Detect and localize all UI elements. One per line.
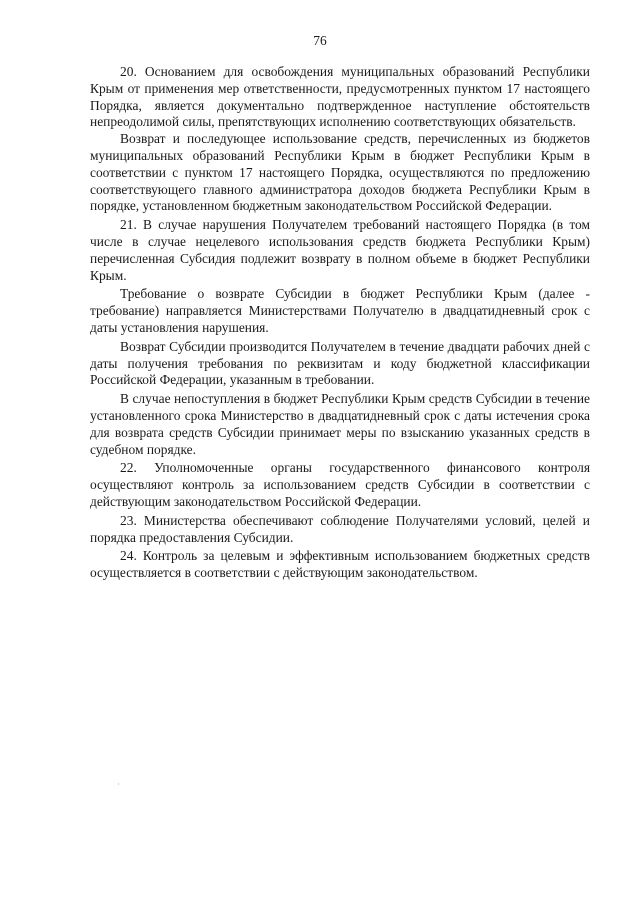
paragraph-23: 23. Министерства обеспечивают соблюдение Получателями условий, целей и порядка предоставления Субсидии. — [90, 512, 590, 545]
document-body — [90, 64, 590, 582]
paragraph-21: 21. В случае нарушения Получателем требований настоящего Порядка (в том числе в случае нецелевого использования средств бюджета Республики Крым) перечисленная Субсидия подлежит возврату в полном объеме в бюджет Республики Крым. — [90, 217, 590, 283]
scan-artifact — [118, 783, 119, 785]
paragraph-21-refund: Возврат Субсидии производится Получателем в течение двадцати рабочих дней с даты получения требования по реквизитам и коду бюджетной классификации Российской Федерации, указанным в требовании. — [90, 338, 590, 388]
paragraph-24: 24. Контроль за целевым и эффективным использованием бюджетных средств осуществляется в соответствии с действующим законодательством. — [90, 548, 590, 581]
page-number: 76 — [313, 33, 327, 48]
paragraph-21-nonreceipt: В случае непоступления в бюджет Республики Крым средств Субсидии в течение установленного срока Министерство в двадцатидневный срок с даты истечения срока для возврата средств Субсидии принимает меры по взысканию указанных средств в судебном порядке. — [90, 391, 590, 457]
paragraph-20-return: Возврат и последующее использование средств, перечисленных из бюджетов муниципальных образований Республики Крым в бюджет Республики Крым в соответствии с пунктом 17 настоящего Порядка, осуществляются по предложению соответствующего главного администратора доходов бюджета Республики Крым в порядке, установленном бюджетным законодательством Российской Федерации. — [90, 131, 590, 214]
paragraph-21-requirement: Требование о возврате Субсидии в бюджет Республики Крым (далее - требование) направляется Министерствами Получателю в двадцатидневный срок с даты установления нарушения. — [90, 286, 590, 335]
paragraph-22: 22. Уполномоченные органы государственного финансового контроля осуществляют контроль за использованием средств Субсидии в соответствии с действующим законодательством Российской Федерации. — [90, 460, 590, 509]
paragraph-20: 20. Основанием для освобождения муниципальных образований Республики Крым от применения мер ответственности, предусмотренных пунктом 17 настоящего Порядка, является документально подтвержденное наступление обстоятельств непреодолимой силы, препятствующих исполнению соответствующих обязательств. — [90, 64, 590, 130]
